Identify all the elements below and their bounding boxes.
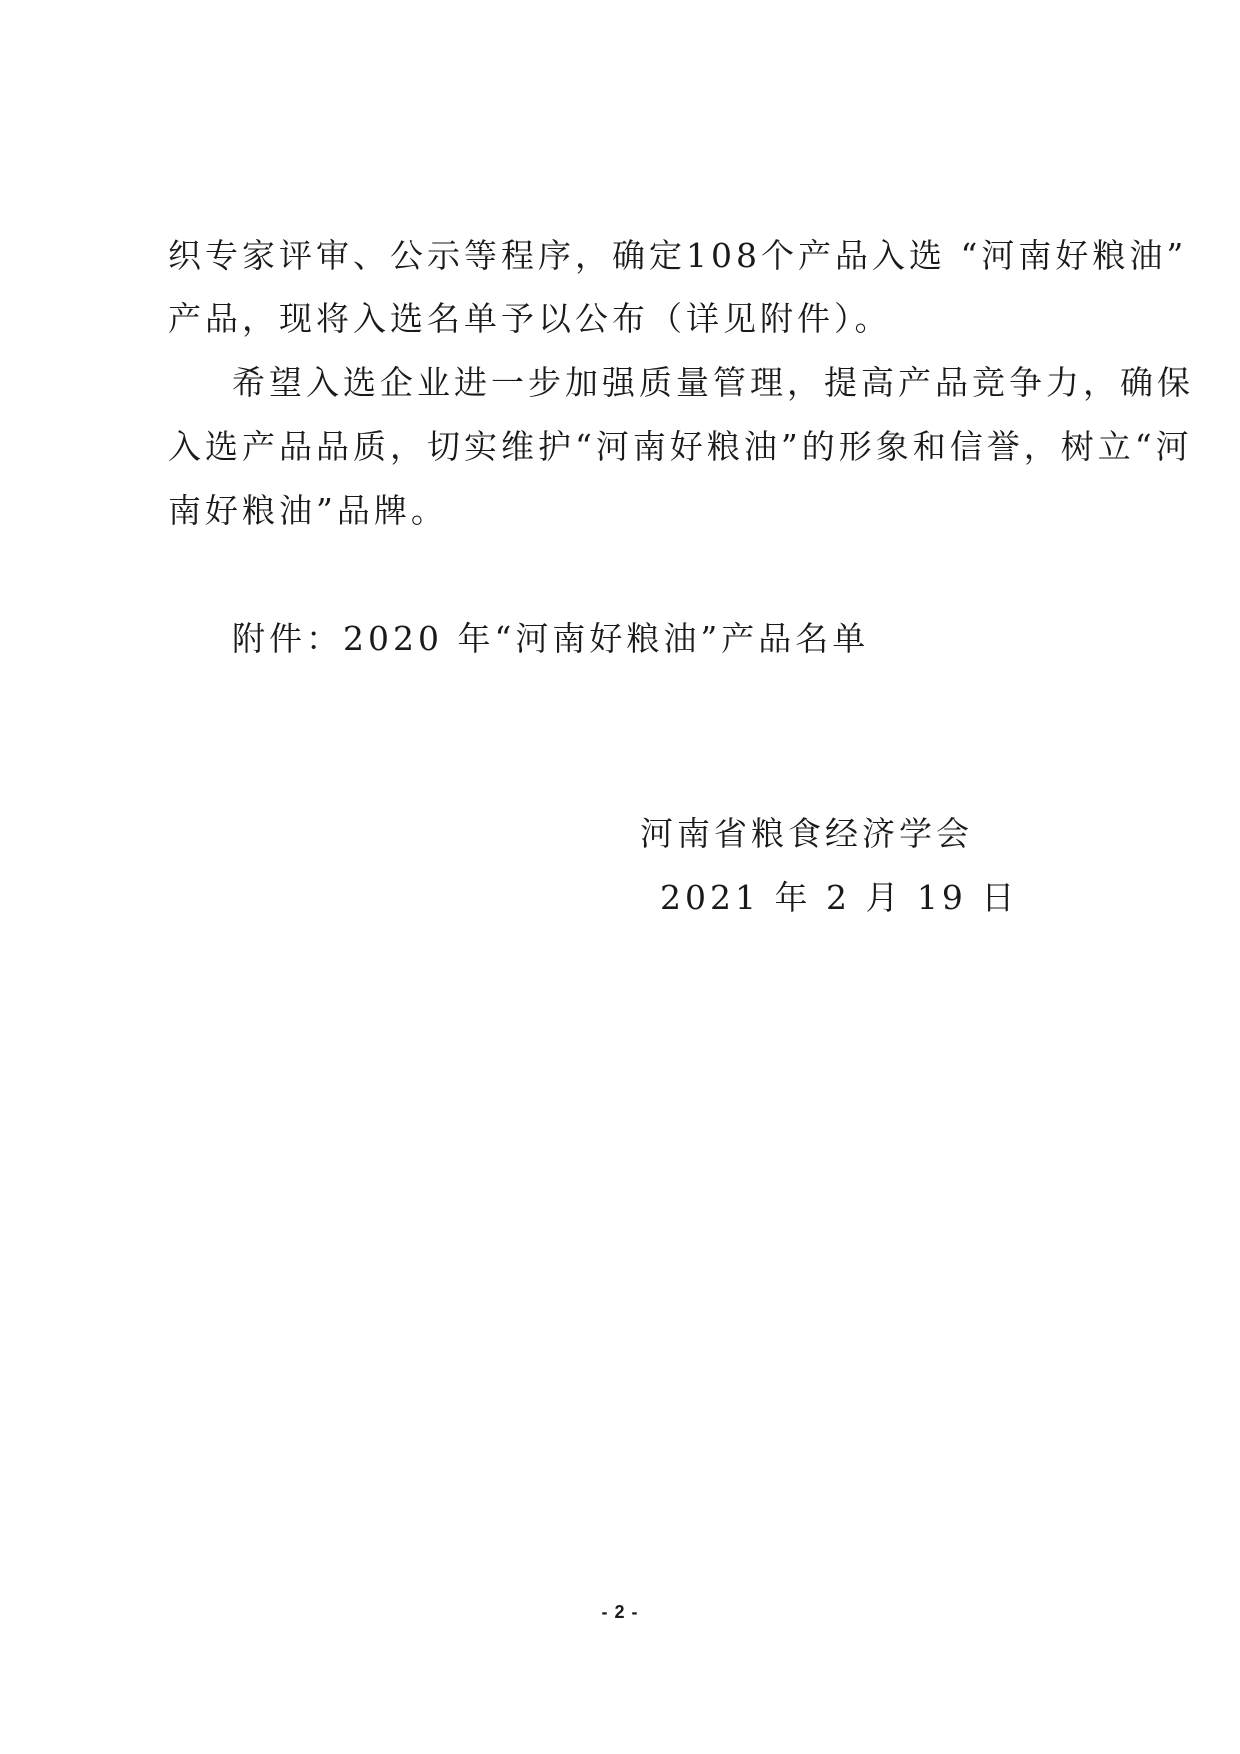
page-number: - 2 - [601, 1602, 639, 1622]
signature-date: 2021 年 2 月 19 日 [660, 878, 1019, 917]
attachment-line: 附件：2020 年“河南好粮油”产品名单 [232, 619, 870, 658]
body-line-1: 织专家评审、公示等程序，确定108个产品入选 “河南好粮油” [168, 236, 1188, 275]
signature-organization: 河南省粮食经济学会 [640, 814, 973, 853]
body-line-2: 产品，现将入选名单予以公布（详见附件）。 [168, 299, 892, 338]
body-line-5: 南好粮油”品牌。 [168, 491, 448, 530]
body-line-4: 入选产品品质，切实维护“河南好粮油”的形象和信誉，树立“河 [168, 427, 1193, 466]
body-line-3: 希望入选企业进一步加强质量管理，提高产品竞争力，确保 [232, 363, 1194, 402]
